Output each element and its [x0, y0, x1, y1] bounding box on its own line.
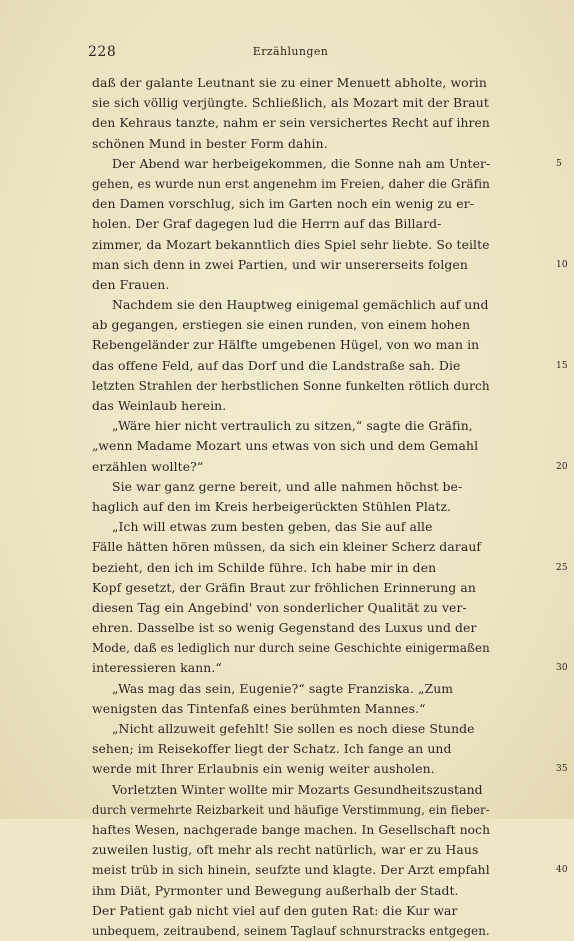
line-text: „wenn Madame Mozart uns etwas von sich und dem Gemahl [92, 438, 479, 454]
line-number: 15 [556, 360, 568, 371]
text-line [92, 457, 568, 477]
page-number: 228 [88, 44, 117, 60]
line-text: gehen, es wurde nun erst angenehm im Freien, daher die Gräfin [92, 175, 490, 191]
line-text: zimmer, da Mozart bekanntlich dies Spiel sehr liebte. So teilte [92, 236, 490, 252]
line-text: „Wäre hier nicht vertraulich zu sitzen,“ sagte die Gräfin, [112, 418, 473, 434]
text-line [92, 174, 497, 194]
line-text: diesen Tag ein Angebind' von sonderlicher Qualität zu ver- [92, 599, 467, 615]
text-line [92, 396, 497, 416]
line-text: erzählen wollte?“ [92, 458, 204, 474]
text-line [92, 93, 497, 113]
page-header [88, 44, 493, 64]
text-line [92, 800, 497, 820]
text-line [92, 134, 497, 154]
text-line [92, 356, 568, 376]
line-number: 40 [556, 865, 568, 876]
line-text: haglich auf den im Kreis herbeigerückten Stühlen Platz. [92, 498, 452, 514]
text-line [92, 881, 497, 901]
line-text: bezieht, den ich im Schilde führe. Ich habe mir in den [92, 559, 437, 575]
line-text: zuweilen lustig, oft mehr als recht natürlich, war er zu Haus [92, 842, 479, 858]
line-text: interessieren kann.“ [92, 660, 222, 676]
line-text: unbequem, zeitraubend, seinem Taglauf schnurstracks entgegen. [92, 922, 490, 938]
text-line [92, 598, 497, 618]
text-line [92, 315, 497, 335]
line-number: 20 [556, 461, 568, 472]
line-text: ehren. Dasselbe ist so wenig Gegenstand des Luxus und der [92, 620, 477, 636]
line-text: den Kehraus tanzte, nahm er sein versichertes Recht auf ihren [92, 115, 490, 131]
line-text: „Nicht allzuweit gefehlt! Sie sollen es noch diese Stunde [112, 721, 475, 736]
text-line [92, 376, 497, 396]
line-number: 35 [556, 764, 568, 775]
text-line [92, 860, 568, 880]
line-text: Mode, daß es lediglich nur durch seine Geschichte einigermaßen [92, 640, 490, 656]
text-line [92, 618, 497, 638]
line-text: den Frauen. [92, 276, 170, 292]
line-text: ihm Diät, Pyrmonter und Bewegung außerhalb der Stadt. [92, 882, 459, 898]
text-line [92, 295, 497, 315]
text-line [92, 840, 497, 860]
line-text: den Damen vorschlug, sich im Garten noch ein wenig zu er- [92, 196, 475, 212]
text-line [92, 416, 497, 436]
text-line [92, 759, 568, 779]
text-line [92, 255, 568, 275]
text-line [92, 113, 497, 133]
line-text: haftes Wesen, nachgerade bange machen. In Gesellschaft noch [92, 821, 491, 837]
line-text: letzten Strahlen der herbstlichen Sonne funkelten rötlich durch [92, 377, 490, 393]
text-line [92, 901, 497, 921]
line-number: 30 [556, 663, 568, 674]
line-text: ab gegangen, erstiegen sie einen runden, von einem hohen [92, 317, 471, 333]
text-line [92, 194, 497, 214]
text-line [92, 477, 497, 497]
text-line [92, 235, 497, 255]
line-text: meist trüb in sich hinein, seufzte und klagte. Der Arzt empfahl [92, 862, 490, 878]
line-number: 25 [556, 562, 568, 573]
line-text: sie sich völlig verjüngte. Schließlich, als Mozart mit der Braut [92, 95, 489, 111]
line-number: 10 [556, 259, 568, 270]
line-text: Sie war ganz gerne bereit, und alle nahmen höchst be- [112, 478, 463, 494]
line-text: Vorletzten Winter wollte mir Mozarts Gesundheitszustand [112, 781, 483, 797]
line-text: wenigsten das Tintenfaß eines berühmten Mannes.“ [92, 700, 426, 716]
text-line [92, 638, 497, 658]
text-line [92, 154, 562, 174]
line-text: werde mit Ihrer Erlaubnis ein wenig weiter ausholen. [92, 761, 435, 777]
text-line [92, 275, 497, 295]
text-line [92, 679, 497, 699]
body-text [92, 73, 568, 941]
line-text: das offene Feld, auf das Dorf und die Landstraße sah. Die [92, 357, 461, 373]
line-text: „Was mag das sein, Eugenie?“ sagte Franziska. „Zum [112, 680, 454, 696]
line-text: man sich denn in zwei Partien, und wir unsererseits folgen [92, 256, 468, 272]
line-text: das Weinlaub herein. [92, 398, 227, 413]
text-line [92, 699, 497, 719]
line-text: Der Patient gab nicht viel auf den guten Rat: die Kur war [92, 902, 458, 918]
text-line [92, 537, 497, 557]
text-line [92, 739, 497, 759]
line-text: Der Abend war herbeigekommen, die Sonne nah am Unter- [112, 155, 491, 171]
text-line [92, 921, 497, 941]
line-text: „Ich will etwas zum besten geben, das Sie auf alle [112, 519, 433, 535]
text-line [92, 73, 497, 93]
text-line [92, 335, 497, 355]
text-line [92, 517, 497, 537]
line-text: durch vermehrte Reizbarkeit und häufige Verstimmung, ein fieber- [92, 801, 490, 817]
text-line [92, 578, 497, 598]
running-head: Erzählungen [252, 45, 329, 58]
line-text: Fälle hätten hören müssen, da sich ein kleiner Scherz darauf [92, 539, 482, 555]
line-text: holen. Der Graf dagegen lud die Herrn auf das Billard- [92, 216, 442, 232]
text-line [92, 436, 497, 456]
text-line [92, 214, 497, 234]
text-line [92, 780, 497, 800]
text-line [92, 820, 497, 840]
line-text: Rebengeländer zur Hälfte umgebenen Hügel, von wo man in [92, 337, 480, 353]
text-line [92, 658, 568, 678]
line-text: daß der galante Leutnant sie zu einer Menuett abholte, worin [92, 75, 487, 90]
line-text: Nachdem sie den Hauptweg einigemal gemächlich auf und [112, 297, 489, 313]
line-text: schönen Mund in bester Form dahin. [92, 135, 328, 151]
text-line [92, 558, 568, 578]
text-line [92, 719, 497, 739]
line-text: Kopf gesetzt, der Gräfin Braut zur fröhlichen Erinnerung an [92, 579, 476, 595]
text-line [92, 497, 497, 517]
line-number: 5 [556, 158, 562, 169]
line-text: sehen; im Reisekoffer liegt der Schatz. Ich fange an und [92, 741, 452, 757]
